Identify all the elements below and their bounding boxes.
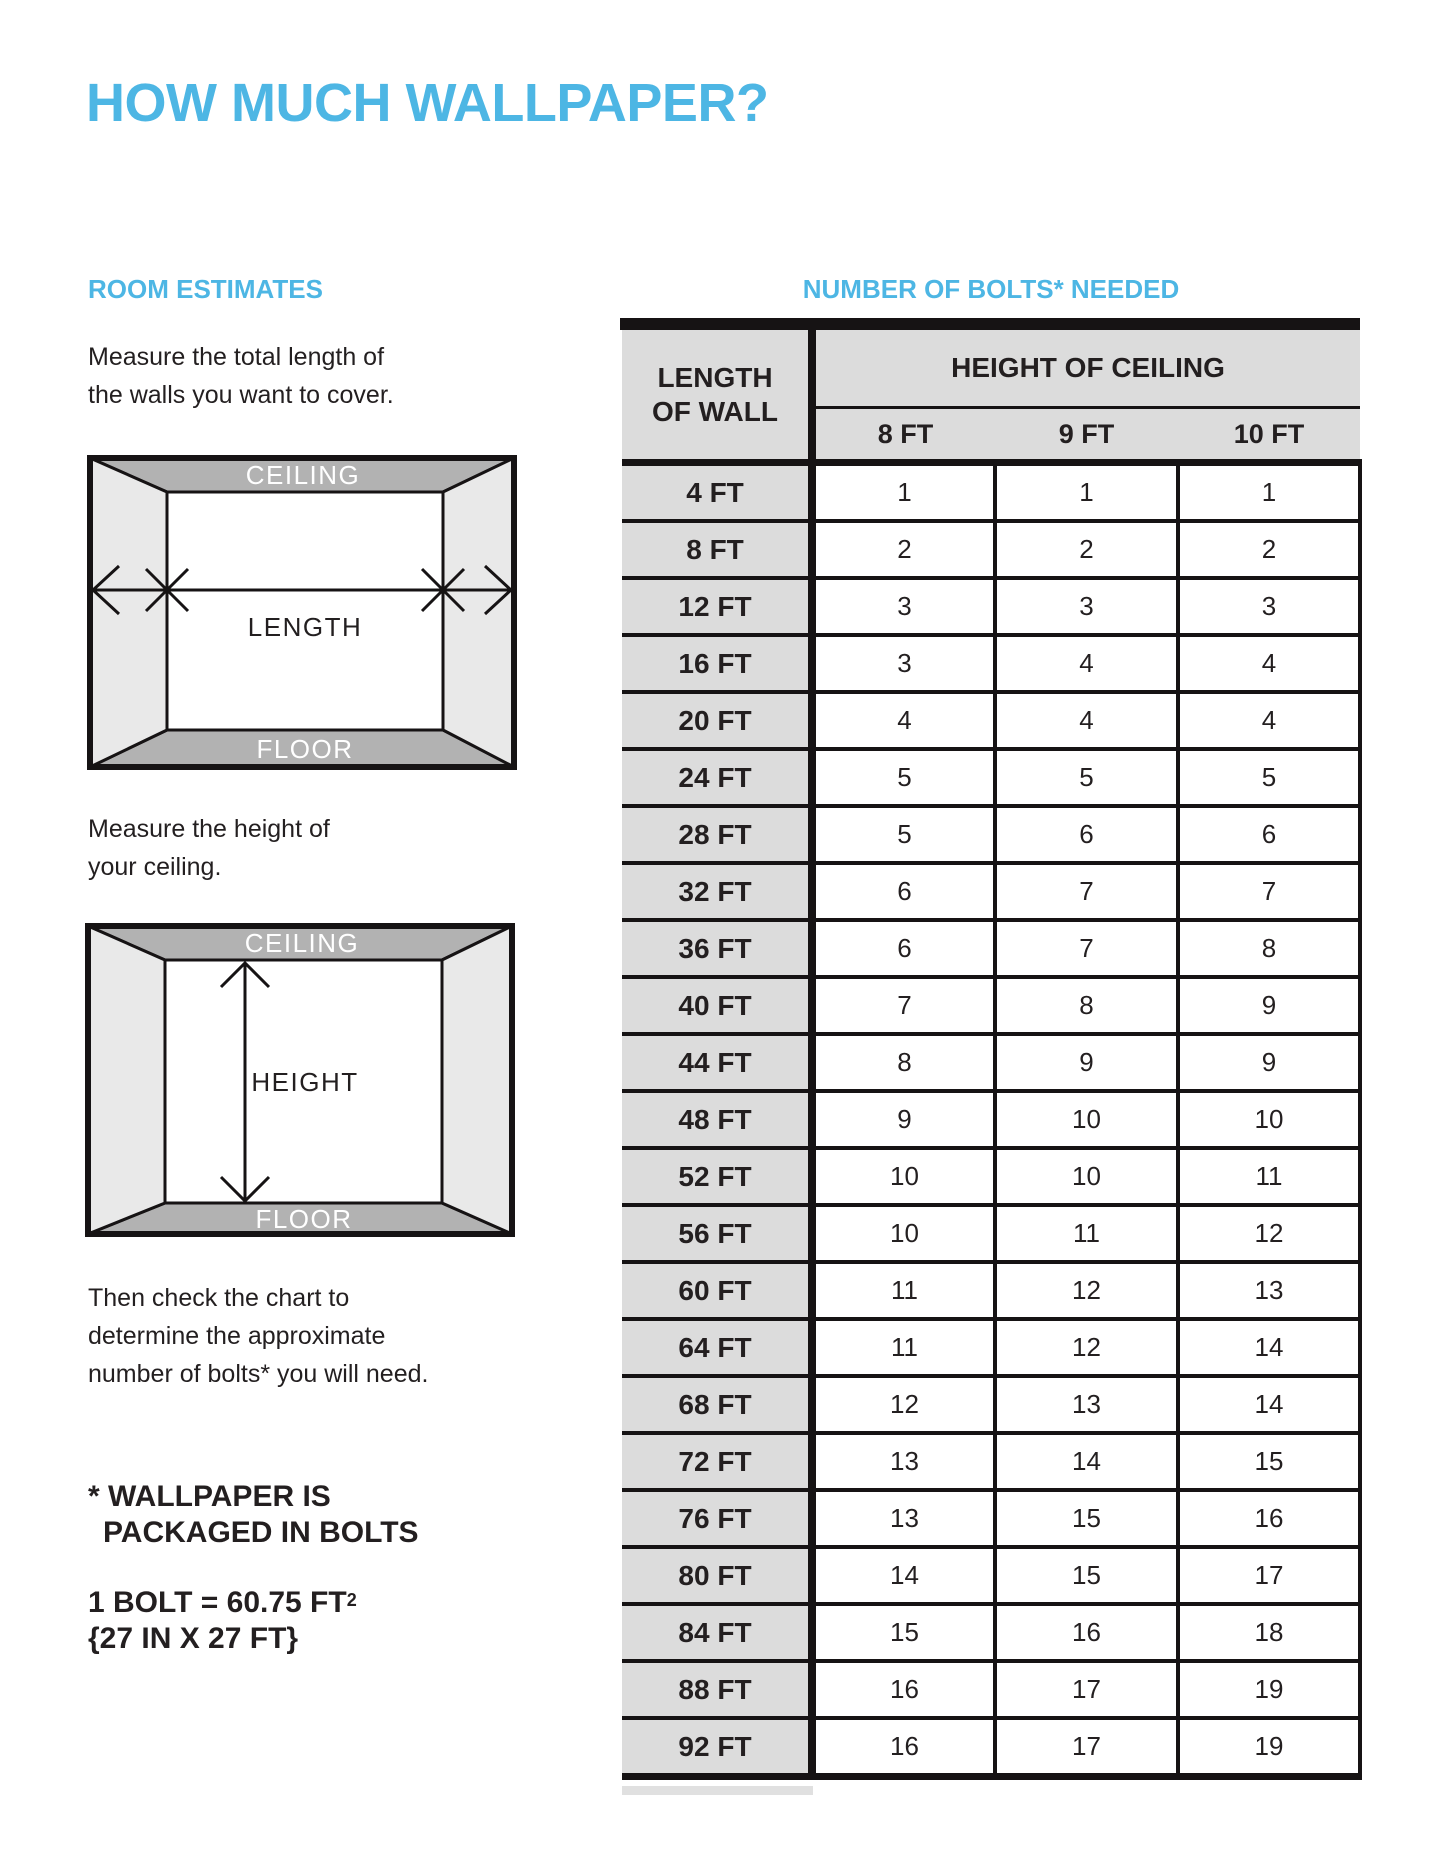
table-row: [622, 463, 1360, 522]
bolt-count-cell: 16: [995, 1604, 1178, 1661]
table-row: [622, 1034, 1360, 1091]
wall-length-label: 84 FT: [622, 1604, 812, 1661]
text-line: determine the approximate: [88, 1322, 386, 1350]
left-wall: [90, 458, 167, 767]
left-wall: [88, 926, 165, 1234]
instruction-check-chart: [88, 1279, 428, 1393]
bolt-count-cell: 2: [1178, 521, 1360, 578]
right-wall: [443, 458, 514, 767]
bolt-count-cell: 3: [812, 578, 995, 635]
bolt-count-cell: 1: [812, 463, 995, 522]
table-row: [622, 920, 1360, 977]
text-line: Then check the chart to: [88, 1284, 350, 1312]
height-label: HEIGHT: [251, 1067, 359, 1097]
column-header-height-of-ceiling: HEIGHT OF CEILING: [812, 330, 1360, 408]
table-row: [622, 1319, 1360, 1376]
bolts-table-body: [622, 463, 1360, 1777]
table-top-bar: [620, 318, 1360, 330]
bolt-count-cell: 15: [995, 1547, 1178, 1604]
instruction-measure-length: [88, 338, 394, 414]
bolt-count-cell: 6: [995, 806, 1178, 863]
bolt-count-cell: 12: [995, 1262, 1178, 1319]
bolt-count-cell: 11: [812, 1319, 995, 1376]
bolt-count-cell: 15: [1178, 1433, 1360, 1490]
text-line: Measure the height of: [88, 815, 330, 843]
bolt-count-cell: 12: [812, 1376, 995, 1433]
text-line: your ceiling.: [88, 853, 222, 881]
bolt-count-cell: 4: [812, 692, 995, 749]
bolt-count-cell: 1: [1178, 463, 1360, 522]
table-row: [622, 1661, 1360, 1718]
bolt-count-cell: 10: [812, 1148, 995, 1205]
wall-length-label: 48 FT: [622, 1091, 812, 1148]
wall-length-label: 20 FT: [622, 692, 812, 749]
bolt-count-cell: 14: [812, 1547, 995, 1604]
table-row: [622, 1490, 1360, 1547]
section-heading-room-estimates: ROOM ESTIMATES: [88, 274, 323, 304]
table-row: [622, 1718, 1360, 1777]
wall-length-label: 32 FT: [622, 863, 812, 920]
bolt-count-cell: 10: [812, 1205, 995, 1262]
bolt-count-cell: 11: [812, 1262, 995, 1319]
wall-length-label: 40 FT: [622, 977, 812, 1034]
bolt-count-cell: 7: [995, 920, 1178, 977]
text-line: 1 BOLT = 60.75 $FT^2$: [88, 1586, 357, 1619]
column-header-8ft: 8 FT: [812, 408, 995, 463]
bolt-count-cell: 13: [995, 1376, 1178, 1433]
table-row: [622, 863, 1360, 920]
bolt-count-cell: 13: [1178, 1262, 1360, 1319]
bolt-count-cell: 7: [995, 863, 1178, 920]
room-length-diagram: [87, 455, 517, 770]
bolt-count-cell: 11: [1178, 1148, 1360, 1205]
wall-length-label: 76 FT: [622, 1490, 812, 1547]
table-bottom-tab: [622, 1786, 813, 1795]
bolt-count-cell: 2: [995, 521, 1178, 578]
table-row: [622, 749, 1360, 806]
superscript-2: 2: [346, 1590, 357, 1610]
column-header-10ft: 10 FT: [1178, 408, 1360, 463]
text-line: {27 IN X 27 FT}: [88, 1622, 299, 1655]
bolt-count-cell: 3: [995, 578, 1178, 635]
wall-length-label: 4 FT: [622, 463, 812, 522]
bolt-count-cell: 5: [812, 749, 995, 806]
bolt-count-cell: 5: [812, 806, 995, 863]
ceiling-label: CEILING: [244, 928, 360, 958]
text-line: PACKAGED IN BOLTS: [103, 1516, 419, 1549]
bolt-count-cell: 3: [1178, 578, 1360, 635]
bolt-count-cell: 17: [995, 1718, 1178, 1777]
table-row: [622, 1091, 1360, 1148]
section-heading-bolts-needed: NUMBER OF BOLTS* NEEDED: [802, 274, 1180, 304]
table-row: [622, 1262, 1360, 1319]
bolt-count-cell: 3: [812, 635, 995, 692]
table-row: [622, 578, 1360, 635]
ceiling-height-diagram: [85, 923, 515, 1237]
bolt-count-cell: 10: [1178, 1091, 1360, 1148]
table-row: [622, 1148, 1360, 1205]
wall-length-label: 52 FT: [622, 1148, 812, 1205]
table-row: [622, 1604, 1360, 1661]
bolt-count-cell: 5: [1178, 749, 1360, 806]
bolt-count-cell: 9: [1178, 1034, 1360, 1091]
table-row: [622, 692, 1360, 749]
bolt-count-cell: 13: [812, 1433, 995, 1490]
bolt-count-cell: 6: [812, 863, 995, 920]
wall-length-label: 60 FT: [622, 1262, 812, 1319]
table-row: [622, 806, 1360, 863]
bolt-count-cell: 5: [995, 749, 1178, 806]
bolt-count-cell: 12: [1178, 1205, 1360, 1262]
table-header-row: [622, 330, 1360, 408]
text-line: * WALLPAPER IS: [88, 1480, 331, 1513]
floor-label: FLOOR: [256, 734, 354, 764]
bolt-count-cell: 6: [1178, 806, 1360, 863]
wall-length-label: 64 FT: [622, 1319, 812, 1376]
wall-length-label: 80 FT: [622, 1547, 812, 1604]
bolt-count-cell: 15: [995, 1490, 1178, 1547]
bolt-count-cell: 1: [995, 463, 1178, 522]
wall-length-label: 92 FT: [622, 1718, 812, 1777]
bolt-count-cell: 4: [1178, 692, 1360, 749]
bolt-count-cell: 9: [995, 1034, 1178, 1091]
floor-label: FLOOR: [255, 1204, 353, 1234]
bolts-table: [622, 330, 1362, 1780]
table-row: [622, 1433, 1360, 1490]
wall-length-label: 68 FT: [622, 1376, 812, 1433]
column-header-length-of-wall: LENGTH OF WALL: [622, 330, 812, 463]
instruction-measure-height: [88, 810, 330, 886]
bolt-size-note: [88, 1582, 357, 1657]
bolt-count-cell: 11: [995, 1205, 1178, 1262]
table-row: [622, 977, 1360, 1034]
text-line: number of bolts* you will need.: [88, 1360, 429, 1388]
bolt-count-cell: 6: [812, 920, 995, 977]
ceiling-label: CEILING: [245, 460, 361, 490]
bolt-count-cell: 16: [1178, 1490, 1360, 1547]
table-row: [622, 1376, 1360, 1433]
bolt-count-cell: 17: [1178, 1547, 1360, 1604]
page-title: HOW MUCH WALLPAPER?: [86, 73, 769, 133]
back-wall: [167, 492, 443, 730]
wall-length-label: 88 FT: [622, 1661, 812, 1718]
bolt-count-cell: 4: [995, 635, 1178, 692]
bolt-count-cell: 8: [1178, 920, 1360, 977]
bolt-count-cell: 7: [1178, 863, 1360, 920]
wall-length-label: 72 FT: [622, 1433, 812, 1490]
bolt-count-cell: 9: [812, 1091, 995, 1148]
bolt-count-cell: 7: [812, 977, 995, 1034]
bolt-count-cell: 19: [1178, 1718, 1360, 1777]
bolt-count-cell: 8: [812, 1034, 995, 1091]
wall-length-label: 12 FT: [622, 578, 812, 635]
bolt-count-cell: 14: [1178, 1376, 1360, 1433]
bolt-count-cell: 16: [812, 1718, 995, 1777]
bolt-count-cell: 9: [1178, 977, 1360, 1034]
wall-length-label: 36 FT: [622, 920, 812, 977]
bolt-count-cell: 14: [995, 1433, 1178, 1490]
bolt-count-cell: 14: [1178, 1319, 1360, 1376]
bolt-count-cell: 10: [995, 1091, 1178, 1148]
wall-length-label: 28 FT: [622, 806, 812, 863]
bolt-count-cell: 18: [1178, 1604, 1360, 1661]
bolt-count-cell: 4: [995, 692, 1178, 749]
table-row: [622, 1205, 1360, 1262]
table-row: [622, 1547, 1360, 1604]
table-row: [622, 635, 1360, 692]
wallpaper-bolts-footnote: [88, 1479, 419, 1551]
wall-length-label: 44 FT: [622, 1034, 812, 1091]
bolt-count-cell: 19: [1178, 1661, 1360, 1718]
wall-length-label: 24 FT: [622, 749, 812, 806]
right-wall: [442, 926, 512, 1234]
length-label: LENGTH: [247, 612, 363, 642]
bolt-count-cell: 17: [995, 1661, 1178, 1718]
bolt-count-cell: 2: [812, 521, 995, 578]
bolt-count-cell: 13: [812, 1490, 995, 1547]
text-line: the walls you want to cover.: [88, 381, 394, 409]
text-line: Measure the total length of: [88, 343, 385, 371]
bolt-count-cell: 12: [995, 1319, 1178, 1376]
wall-length-label: 16 FT: [622, 635, 812, 692]
table-row: [622, 521, 1360, 578]
bolt-count-cell: 8: [995, 977, 1178, 1034]
bolt-count-cell: 10: [995, 1148, 1178, 1205]
bolt-count-cell: 16: [812, 1661, 995, 1718]
column-header-9ft: 9 FT: [995, 408, 1178, 463]
wall-length-label: 8 FT: [622, 521, 812, 578]
bolt-count-cell: 4: [1178, 635, 1360, 692]
bolt-count-cell: 15: [812, 1604, 995, 1661]
wall-length-label: 56 FT: [622, 1205, 812, 1262]
